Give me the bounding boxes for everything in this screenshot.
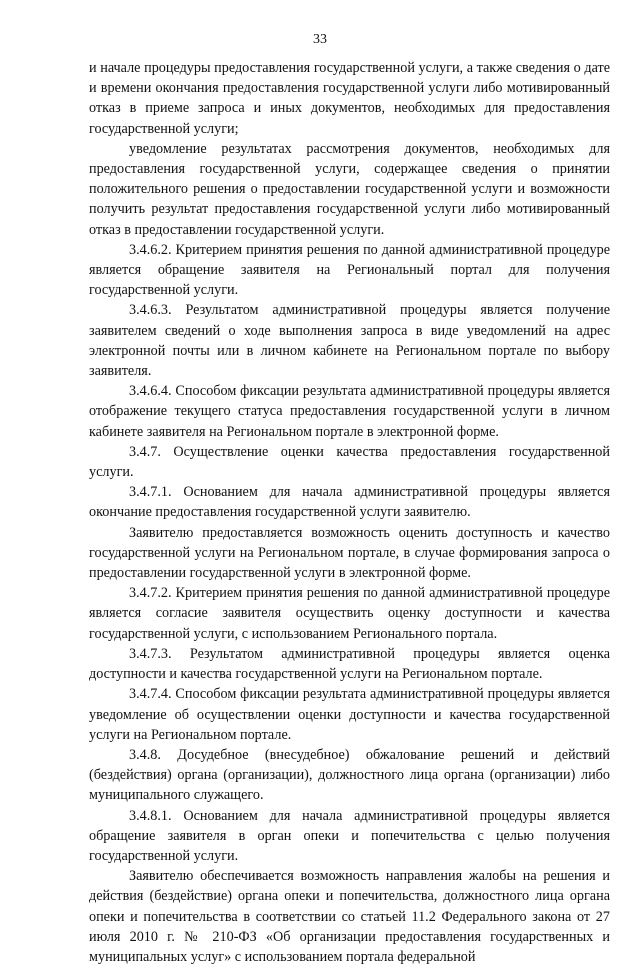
section-heading-3-4-8: 3.4.8. Досудебное (внесудебное) обжалование решений и действий (бездействия) органа (организации), должностного лица органа (организации) либо муниципального служащего. — [89, 746, 610, 804]
paragraph: Заявителю обеспечивается возможность направления жалобы на решения и действия (бездействие) органа опеки и попечительства, должностного лица органа опеки и попечительства в соответствии со статьей 11.2 Федерального закона от 27 июля 2010 г. № 210-ФЗ «Об организации предоставления государственных и муниципальных услуг» с использованием портала федеральной — [89, 868, 610, 965]
paragraph-3-4-6-4: 3.4.6.4. Способом фиксации результата административной процедуры является отображение текущего статуса предоставления государственной услуги в личном кабинете заявителя на Региональном портале в электронной форме. — [89, 383, 610, 440]
paragraph-3-4-7-3: 3.4.7.3. Результатом административной процедуры является оценка доступности и качества государственной услуги на Региональном портале. — [89, 645, 610, 683]
paragraph-3-4-6-3: 3.4.6.3. Результатом административной процедуры является получение заявителем сведений о ходе выполнения запроса в виде уведомлений на адрес электронной почты или в личном кабинете на Региональном портале по выбору заявителя. — [89, 302, 610, 380]
paragraph-3-4-6-2: 3.4.6.2. Критерием принятия решения по данной административной процедуре является обращение заявителя на Региональный портал для получения государственной услуги. — [89, 241, 610, 299]
paragraph-3-4-7-2: 3.4.7.2. Критерием принятия решения по данной административной процедуре является согласие заявителя осуществить оценку доступности и качества государственной услуги, с использованием Регионального портала. — [89, 585, 610, 642]
section-heading-3-4-7: 3.4.7. Осуществление оценки качества предоставления государственной услуги. — [89, 443, 610, 481]
paragraph-3-4-8-1: 3.4.8.1. Основанием для начала административной процедуры является обращение заявителя в орган опеки и попечительства с целью получения государственной услуги. — [89, 807, 610, 864]
paragraph: уведомление результатах рассмотрения документов, необходимых для предоставления государственной услуги, содержащее сведения о принятии положительного решения о предоставлении государственной услуги и возможности получить результат предоставления государственной услуги либо мотивированный отказ в предоставлении государственной услуги. — [89, 140, 610, 238]
paragraph-3-4-7-1: 3.4.7.1. Основанием для начала административной процедуры является окончание предоставления государственной услуги заявителю. — [89, 484, 610, 521]
paragraph: Заявителю предоставляется возможность оценить доступность и качество государственной услуги на Региональном портале, в случае формирования запроса о предоставлении государственной услуги в электронной форме. — [89, 524, 610, 582]
page-number: 33 — [313, 32, 327, 47]
document-body — [89, 58, 610, 967]
paragraph-3-4-7-4: 3.4.7.4. Способом фиксации результата административной процедуры является уведомление об осуществлении оценки доступности и качества государственной услуги на Региональном портале. — [89, 686, 610, 743]
paragraph-continuation: и начале процедуры предоставления государственной услуги, а также сведения о дате и времени окончания предоставления государственной услуги либо мотивированный отказ в приеме запроса и иных документов, необходимых для предоставления государственной услуги; — [89, 60, 610, 137]
